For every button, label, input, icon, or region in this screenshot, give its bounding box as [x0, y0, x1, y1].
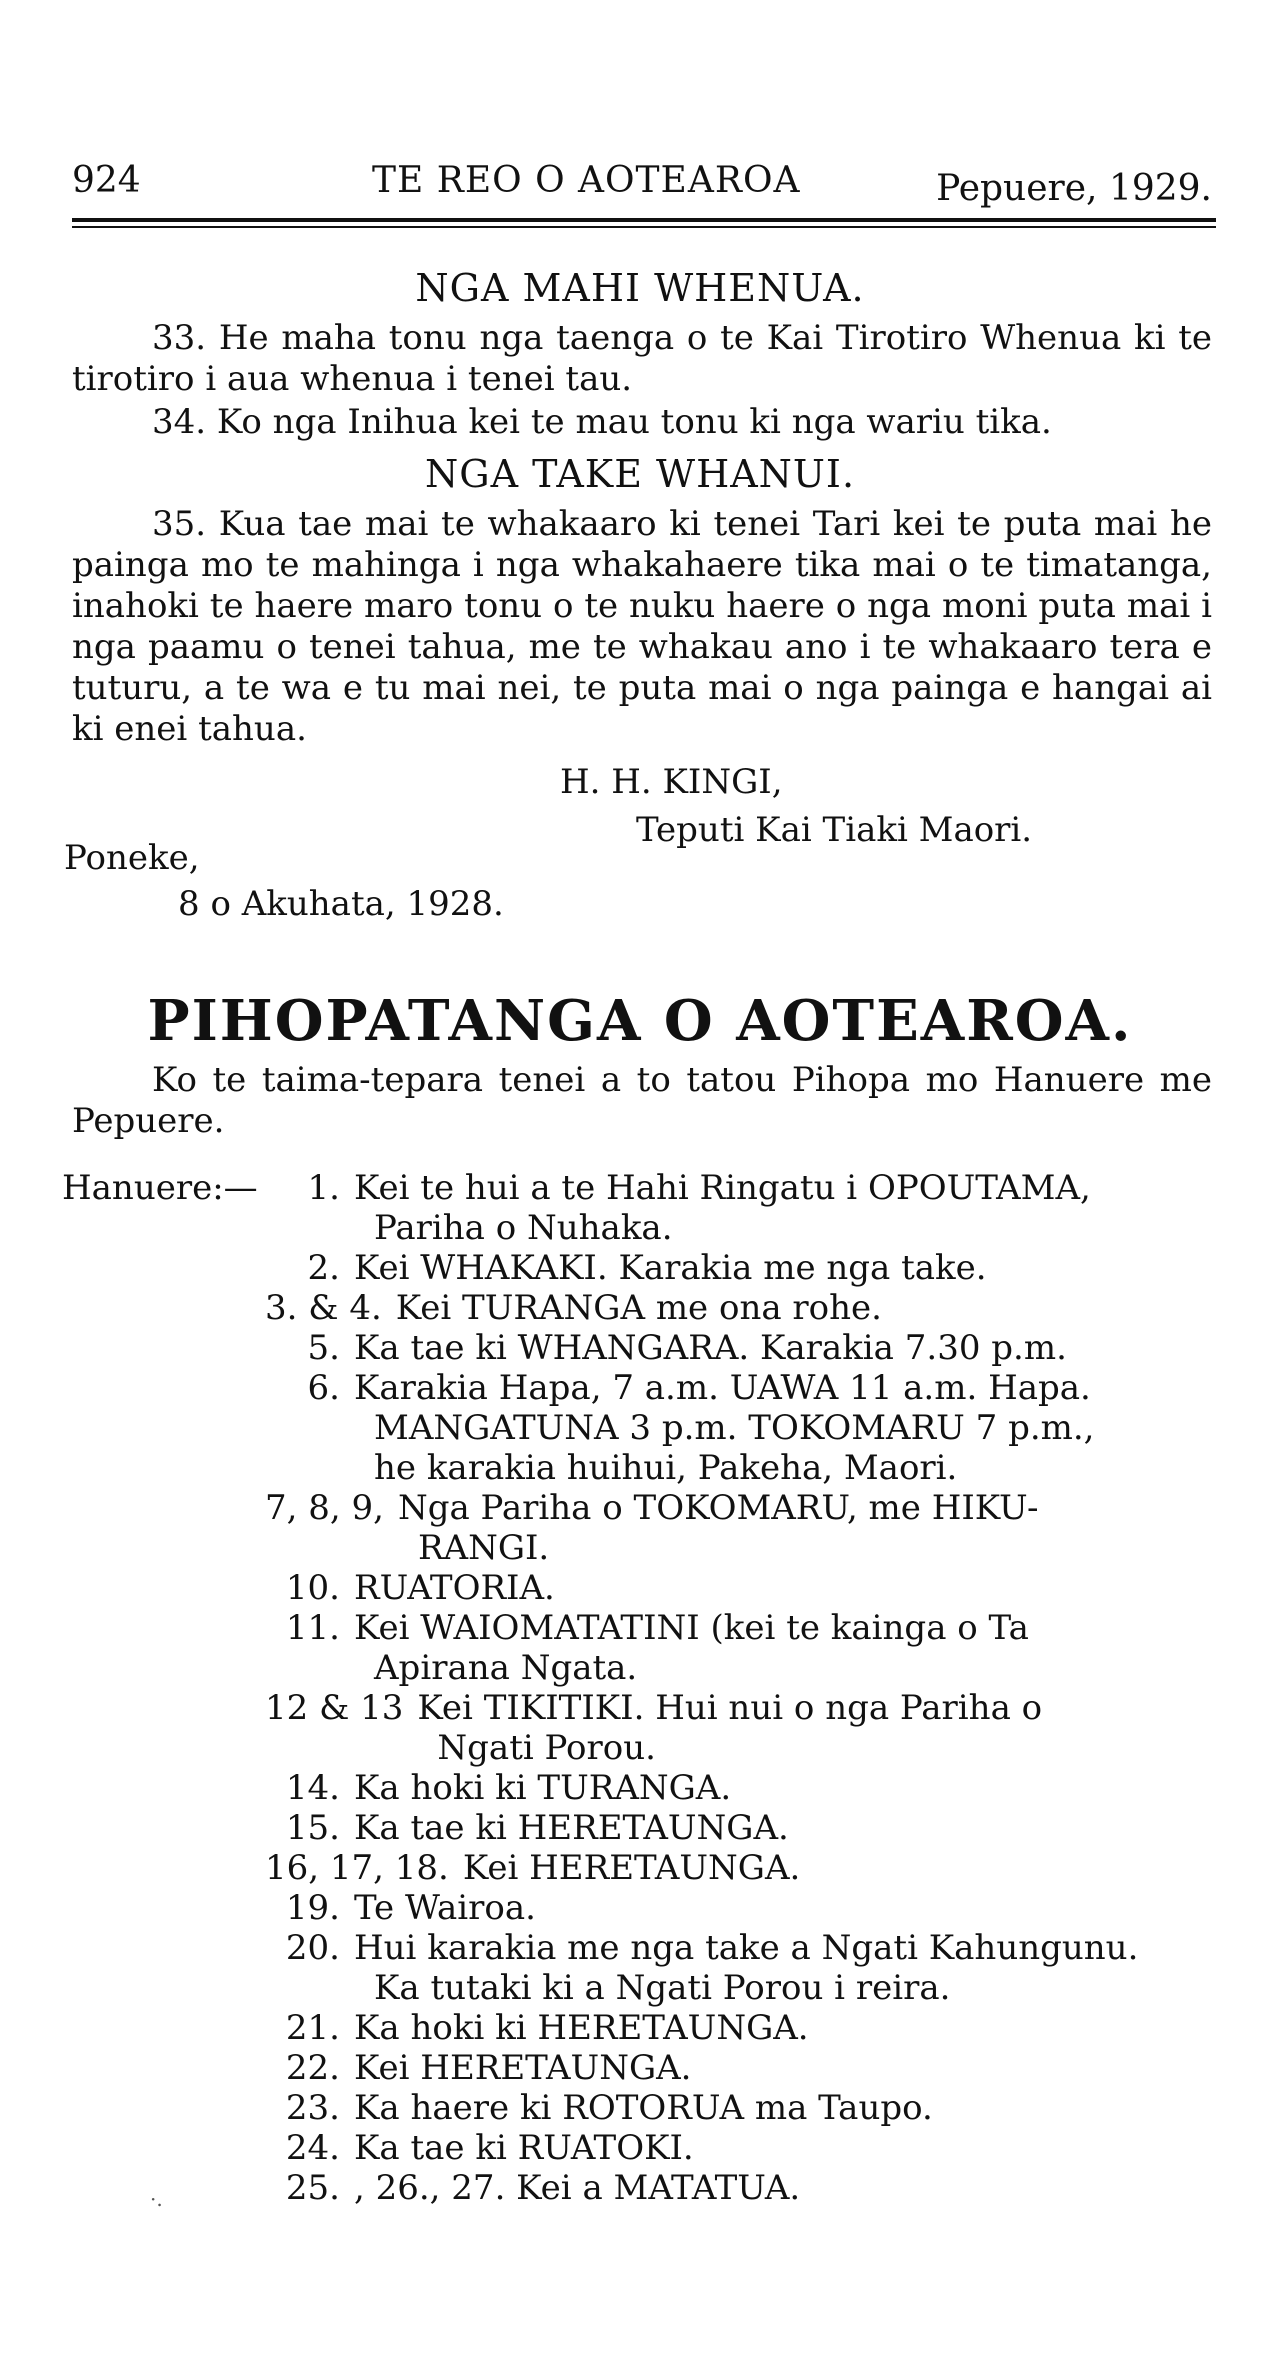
- schedule-entry: [265, 1568, 1210, 1608]
- entry-number: 15.: [285, 1808, 340, 1848]
- entry-number: 3. & 4.: [265, 1288, 382, 1328]
- entry-number: 11.: [285, 1608, 340, 1648]
- entry-number: 21.: [285, 2008, 340, 2048]
- entry-text: Hui karakia me nga take a Ngati Kahungunu.: [354, 1928, 1139, 1968]
- schedule-entry: [265, 1808, 1210, 1848]
- entry-text: Ka tae ki WHANGARA. Karakia 7.30 p.m.: [354, 1328, 1067, 1368]
- signature-date: 8 o Akuhata, 1928.: [178, 884, 504, 924]
- page-number: 924: [72, 160, 141, 201]
- schedule-entry: [265, 1328, 1210, 1368]
- schedule-entry: [265, 1888, 1210, 1928]
- entry-text: Kei te hui a te Hahi Ringatu i OPOUTAMA,: [354, 1168, 1091, 1208]
- entry-text: Ka tae ki RUATOKI.: [354, 2128, 694, 2168]
- schedule-entry: [265, 1488, 1210, 1568]
- entry-text: Kei HERETAUNGA.: [462, 1848, 801, 1888]
- entry-text: Nga Pariha o TOKOMARU, me HIKU-: [397, 1488, 1039, 1528]
- entry-number: 14.: [285, 1768, 340, 1808]
- schedule-entry: [265, 1288, 1210, 1328]
- header-rule-thin: [72, 226, 1216, 228]
- paragraph-34: 34. Ko nga Inihua kei te mau tonu ki nga wariu tika.: [152, 402, 1052, 442]
- entry-text-cont: Apirana Ngata.: [374, 1648, 638, 1688]
- entry-number: 19.: [285, 1888, 340, 1928]
- entry-text-cont: Ka tutaki ki a Ngati Porou i reira.: [374, 1968, 951, 2008]
- entry-text: Ka hoki ki HERETAUNGA.: [354, 2008, 809, 2048]
- entry-text: Te Wairoa.: [354, 1888, 536, 1928]
- entry-number: 1.: [307, 1168, 340, 1208]
- heading-mahi-whenua: NGA MAHI WHENUA.: [415, 266, 865, 310]
- running-header: [72, 160, 1212, 209]
- paragraph-35: 35. Kua tae mai te whakaaro ki tenei Tari kei te puta mai he painga mo te mahinga i nga whakahaere tika mai o te timatanga, inahoki te haere maro tonu o te nuku haere o nga moni puta mai i nga paamu o tenei tahua, me te whakau ano i te whakaaro tera e tuturu, a te wa e tu mai nei, te puta mai o nga painga e hangai ai ki enei tahua.: [72, 504, 1212, 749]
- header-rule-thick: [72, 218, 1216, 222]
- entry-number: 5.: [307, 1328, 340, 1368]
- entry-number: 12 & 13: [265, 1688, 404, 1728]
- heading-pihopatanga: PIHOPATANGA O AOTEAROA.: [147, 988, 1133, 1054]
- entry-number: 7, 8, 9,: [265, 1488, 384, 1528]
- ink-speck: ·.: [150, 2187, 163, 2211]
- entry-number: 6.: [307, 1368, 340, 1408]
- entry-text: Kei TURANGA me ona rohe.: [395, 1288, 882, 1328]
- entry-text: Kei WHAKAKI. Karakia me nga take.: [354, 1248, 987, 1288]
- schedule-intro: Ko te taima-tepara tenei a to tatou Pihopa mo Hanuere me Pepuere.: [72, 1060, 1212, 1141]
- schedule-entry: [265, 2088, 1210, 2128]
- entry-text-cont: MANGATUNA 3 p.m. TOKOMARU 7 p.m.,: [374, 1408, 1095, 1448]
- schedule-entry: [265, 1608, 1210, 1688]
- entry-text: , 26., 27. Kei a MATATUA.: [354, 2168, 801, 2208]
- entry-text: Kei TIKITIKI. Hui nui o nga Pariha o: [417, 1688, 1043, 1728]
- schedule-entry: [265, 1928, 1210, 2008]
- entry-text: Karakia Hapa, 7 a.m. UAWA 11 a.m. Hapa.: [354, 1368, 1091, 1408]
- signature-title: Teputi Kai Tiaki Maori.: [636, 810, 1033, 850]
- entry-number: 20.: [285, 1928, 340, 1968]
- entry-text: Kei HERETAUNGA.: [354, 2048, 692, 2088]
- entry-text-cont: Ngati Porou.: [437, 1728, 656, 1768]
- schedule-entry: [265, 1768, 1210, 1808]
- entry-text: Ka haere ki ROTORUA ma Taupo.: [354, 2088, 933, 2128]
- paragraph-33: 33. He maha tonu nga taenga o te Kai Tirotiro Whenua ki te tirotiro i aua whenua i tenei tau.: [72, 318, 1212, 399]
- entry-text: Ka hoki ki TURANGA.: [354, 1768, 732, 1808]
- schedule-list: [265, 1168, 1210, 2208]
- signature-name: H. H. KINGI,: [560, 762, 783, 802]
- journal-title: TE REO O AOTEAROA: [372, 160, 801, 201]
- schedule-entry: [265, 2008, 1210, 2048]
- entry-number: 24.: [285, 2128, 340, 2168]
- heading-take-whanui: NGA TAKE WHANUI.: [424, 452, 856, 496]
- entry-number: 10.: [285, 1568, 340, 1608]
- entry-text-cont: he karakia huihui, Pakeha, Maori.: [374, 1448, 958, 1488]
- schedule-entry: [265, 2128, 1210, 2168]
- schedule-entry: [265, 2048, 1210, 2088]
- entry-text-cont: Pariha o Nuhaka.: [374, 1208, 673, 1248]
- issue-date: Pepuere, 1929.: [936, 168, 1212, 209]
- schedule-entry: [265, 1368, 1210, 1488]
- entry-number: 22.: [285, 2048, 340, 2088]
- schedule-entry: [265, 1248, 1210, 1288]
- entry-text: RUATORIA.: [354, 1568, 555, 1608]
- schedule-entry: [265, 2168, 1210, 2208]
- entry-number: 2.: [307, 1248, 340, 1288]
- entry-text-cont: RANGI.: [417, 1528, 550, 1568]
- entry-number: 23.: [285, 2088, 340, 2128]
- schedule-entry: [265, 1848, 1210, 1888]
- entry-text: Ka tae ki HERETAUNGA.: [354, 1808, 789, 1848]
- entry-text: Kei WAIOMATATINI (kei te kainga o Ta: [354, 1608, 1029, 1648]
- entry-number: 25.: [285, 2168, 340, 2208]
- schedule-month-label: Hanuere:—: [62, 1168, 258, 1208]
- entry-number: 16, 17, 18.: [265, 1848, 449, 1888]
- schedule-entry: [265, 1168, 1210, 1248]
- signature-place: Poneke,: [64, 838, 200, 878]
- schedule-entry: [265, 1688, 1210, 1768]
